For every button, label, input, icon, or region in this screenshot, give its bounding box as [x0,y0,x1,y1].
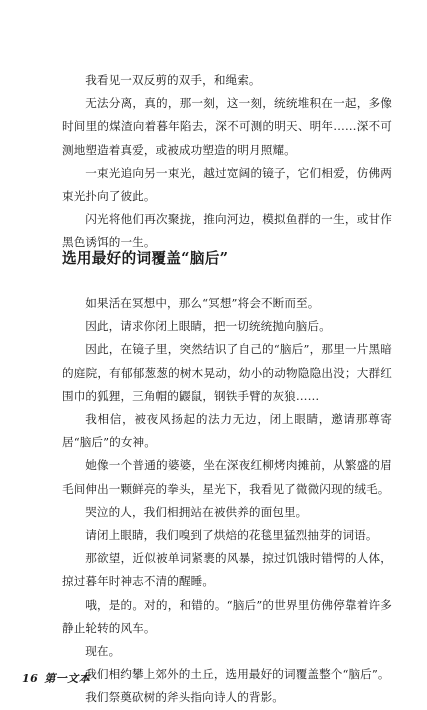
page-number: 16 [22,672,39,685]
page-footer [22,670,90,686]
section-two [62,292,392,710]
paragraph: 我相信，被夜风扬起的法力无边，闭上眼睛，邀请那尊寄居“脑后”的女神。 [62,412,392,450]
book-title: 第一文本 [44,672,91,685]
paragraph: 哦，是的。对的，和错的。“脑后”的世界里仿佛停靠着许多静止轮转的风车。 [62,597,392,635]
paragraph: 闪光将他们再次聚拢，推向河边，模拟鱼群的一生，或甘作黑色诱饵的一生。 [62,212,392,250]
paragraph: 现在。 [85,644,121,659]
paragraph: 一束光追向另一束光，越过宽阔的镜子，它们相爱，仿佛两束光扑向了彼此。 [62,165,392,204]
paragraph: 无法分离，真的，那一刻，这一刻，统统堆积在一起，多像时间里的煤渣向着暮年陷去，深不可测的明天、明年……深不可测地塑造着真爱，或被成功塑造的明月照耀。 [62,96,392,157]
paragraph: 请闭上眼睛，我们嗅到了烘焙的花毯里猛烈抽芽的词语。 [85,528,378,543]
paragraph: 因此，请求你闭上眼睛，把一切统统抛向脑后。 [85,319,331,334]
paragraph: 她像一个普通的婆婆，坐在深夜红柳烤肉摊前，从繁盛的眉毛间伸出一颗鲜亮的拳头，星光下，我看见了微微闪现的绒毛。 [62,458,392,496]
paragraph: 我们祭奠砍树的斧头指向诗人的背影。 [85,690,284,705]
paragraph: 我看见一双反剪的双手，和绳索。 [85,73,261,87]
paragraph: 因此，在镜子里，突然结识了自己的“脑后”，那里一片黑暗的庭院，有郁郁葱葱的树木晃动，幼小的动物隐隐出没；大群红围巾的狐狸，三角帽的鼹鼠，钢铁手臂的灰狼…… [62,342,392,403]
paragraph: 那欲望，近似被单词紧裹的风暴，掠过饥饿时错愕的人体，掠过暮年时神志不清的醒睡。 [62,551,392,589]
paragraph: 如果活在冥想中，那么“冥想”将会不断而至。 [85,296,320,310]
section-heading: 选用最好的词覆盖“脑后” [62,250,229,267]
paragraph: 哭泣的人，我们相拥站在被供养的面包里。 [85,504,308,519]
section-one [62,69,392,255]
paragraph: 我们相约攀上郊外的土丘，选用最好的词覆盖整个“脑后”。 [85,667,390,682]
